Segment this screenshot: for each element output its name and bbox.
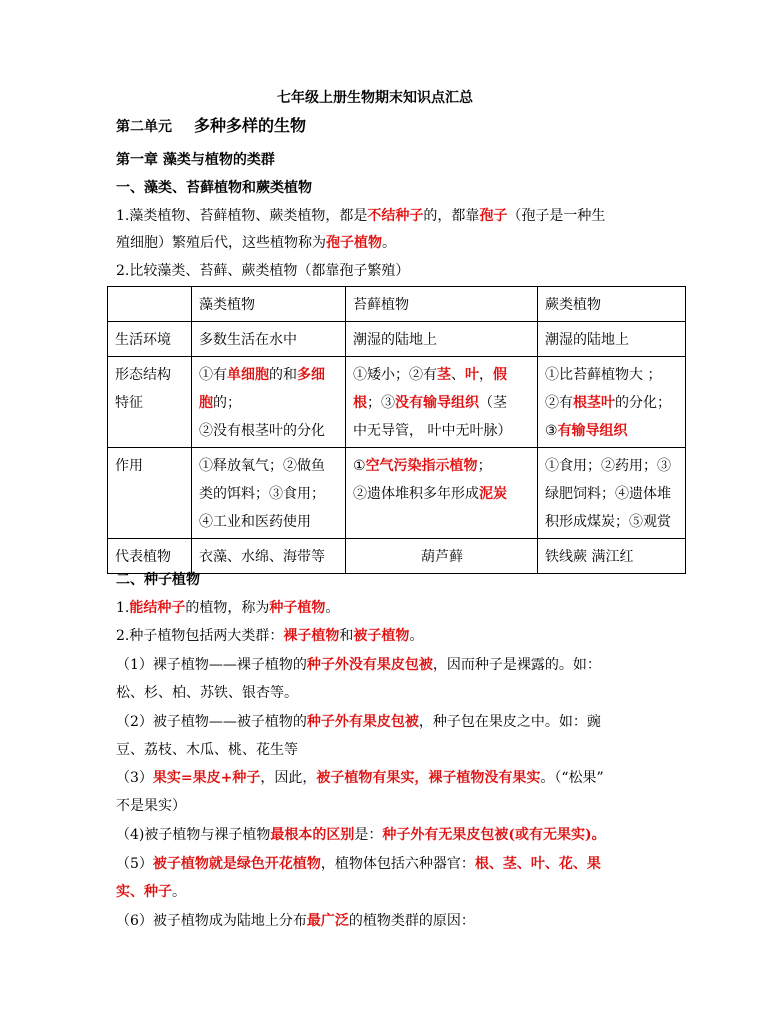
text: （茎 xyxy=(479,395,507,411)
table-cell: 葫芦藓 xyxy=(346,539,538,574)
text: 。 xyxy=(172,884,186,900)
text: 。 xyxy=(409,628,424,644)
section-heading: 一、藻类、苔藓植物和蕨类植物 xyxy=(116,180,312,196)
chapter-heading: 第一章 藻类与植物的类群 xyxy=(116,152,275,168)
highlight: 多细 xyxy=(297,367,325,383)
text: ， xyxy=(479,367,493,383)
table-row xyxy=(108,448,686,539)
unit-heading xyxy=(116,116,306,137)
highlight: 种子外没有果皮包被 xyxy=(306,657,433,673)
table-cell: 作用 xyxy=(108,448,192,539)
highlight: 裸子植物 xyxy=(283,628,340,644)
paragraph xyxy=(116,882,186,902)
paragraph xyxy=(116,598,339,618)
text: 的植物类群的原因： xyxy=(348,913,475,929)
highlight: 孢子植物 xyxy=(326,235,382,251)
text: ； xyxy=(477,458,492,474)
text: ①矮小；②有 xyxy=(353,367,437,383)
table-cell xyxy=(108,287,192,322)
text: ②遗体堆积多年形成 xyxy=(353,486,479,502)
text: 绿肥饲料；④遗体堆 xyxy=(545,486,671,502)
text: 。 xyxy=(382,235,396,251)
highlight: 被子植物就是绿色开花植物 xyxy=(152,856,321,872)
paragraph xyxy=(116,854,601,874)
table-cell: 潮湿的陆地上 xyxy=(538,322,686,357)
highlight: 单细胞 xyxy=(227,367,269,383)
paragraph xyxy=(116,655,601,675)
text: （2）被子植物——被子植物的 xyxy=(116,714,307,730)
highlight: 被子植物有果实，裸子植物没有果实 xyxy=(316,770,541,786)
highlight: 根茎叶 xyxy=(573,395,615,411)
highlight: 不结种子 xyxy=(367,208,424,224)
text: ②没有根茎叶的分化 xyxy=(199,423,325,439)
paragraph xyxy=(116,206,605,226)
text: （6）被子植物成为陆地上分布 xyxy=(116,913,307,929)
text: ①食用；②药用；③ xyxy=(545,458,671,474)
highlight: 果实=果皮+种子 xyxy=(152,770,261,786)
table-cell xyxy=(346,357,538,448)
table-cell xyxy=(192,448,346,539)
text: 类的饵料；③食用； xyxy=(199,486,325,502)
table-row xyxy=(108,322,686,357)
highlight: 根、茎、叶、花、果 xyxy=(474,856,601,872)
paragraph: 松、杉、柏、苏铁、银杏等。 xyxy=(116,685,298,701)
text: ；③ xyxy=(367,395,395,411)
text: ②有 xyxy=(545,395,573,411)
highlight: 种子外有无果皮包被(或有无果实)。 xyxy=(382,827,606,843)
text: 的分化； xyxy=(615,395,671,411)
text: ①有 xyxy=(199,367,227,383)
table-cell xyxy=(346,448,538,539)
table-header: 苔藓植物 xyxy=(346,287,538,322)
highlight: 没有输导组织 xyxy=(395,395,479,411)
table-row xyxy=(108,287,686,322)
text: 的，都靠 xyxy=(423,208,480,224)
highlight: 孢子 xyxy=(479,208,508,224)
highlight: 空气污染指示植物 xyxy=(365,458,478,474)
text: ① xyxy=(353,458,366,474)
paragraph xyxy=(116,233,396,253)
table-row xyxy=(108,539,686,574)
text: ，因而种子是裸露的。如： xyxy=(432,657,601,673)
highlight: 种子植物 xyxy=(269,600,326,616)
highlight: 有输导组织 xyxy=(557,423,628,439)
highlight: 根 xyxy=(353,395,367,411)
text: （5） xyxy=(116,856,153,872)
text: 的； xyxy=(213,395,241,411)
table-cell: 衣藻、水绵、海带等 xyxy=(192,539,346,574)
text: 殖细胞）繁殖后代，这些植物称为 xyxy=(116,235,326,251)
text: 的植物，称为 xyxy=(185,600,270,616)
highlight: 最根本的区别 xyxy=(270,827,355,843)
text: （4)被子植物与裸子植物 xyxy=(116,827,271,843)
section-heading: 二、种子植物 xyxy=(116,572,200,588)
unit-name: 多种多样的生物 xyxy=(194,116,307,135)
paragraph xyxy=(116,626,423,646)
table-cell: 代表植物 xyxy=(108,539,192,574)
text: ，植物体包括六种器官： xyxy=(320,856,475,872)
highlight: 种子外有果皮包被 xyxy=(306,714,419,730)
paragraph: 不是果实） xyxy=(116,798,186,814)
text: 1. xyxy=(116,600,130,616)
text: ④工业和医药使用 xyxy=(199,514,311,530)
text: ，因此， xyxy=(260,770,317,786)
text: （3） xyxy=(116,770,153,786)
text: 、 xyxy=(451,367,465,383)
highlight: 实、种子 xyxy=(116,884,172,900)
text: 形态结构 xyxy=(115,367,171,383)
highlight: 泥炭 xyxy=(479,486,507,502)
text: 特征 xyxy=(115,395,143,411)
table-cell xyxy=(538,357,686,448)
table-cell xyxy=(192,357,346,448)
text: ①比苔藓植物大 ； xyxy=(545,367,662,383)
highlight: 茎 xyxy=(437,367,451,383)
text: ③ xyxy=(545,423,558,439)
text: 。（“松果” xyxy=(540,770,604,786)
highlight: 能结种子 xyxy=(129,600,186,616)
text: 中无导管， 叶中无叶脉） xyxy=(353,423,512,439)
text: 积形成煤炭；⑤观赏 xyxy=(545,514,671,530)
table-row xyxy=(108,357,686,448)
table-header: 藻类植物 xyxy=(192,287,346,322)
table-cell: 多数生活在水中 xyxy=(192,322,346,357)
highlight: 胞 xyxy=(199,395,213,411)
text: 1.藻类植物、苔藓植物、蕨类植物，都是 xyxy=(116,208,368,224)
paragraph: 2.比较藻类、苔藓、蕨类植物（都靠孢子繁殖） xyxy=(116,263,410,279)
paragraph: 豆、荔枝、木瓜、桃、花生等 xyxy=(116,742,298,758)
text: 是： xyxy=(354,827,383,843)
text: 。 xyxy=(325,600,340,616)
highlight: 最广泛 xyxy=(306,913,349,929)
table-cell: 潮湿的陆地上 xyxy=(346,322,538,357)
highlight: 叶 xyxy=(465,367,479,383)
table-cell: 生活环境 xyxy=(108,322,192,357)
table-cell: 铁线蕨 满江红 xyxy=(538,539,686,574)
unit-label: 第二单元 xyxy=(116,119,172,135)
text: ①释放氧气；②做鱼 xyxy=(199,458,325,474)
table-header: 蕨类植物 xyxy=(538,287,686,322)
paragraph xyxy=(116,911,475,931)
paragraph xyxy=(116,825,606,845)
comparison-table xyxy=(107,286,686,574)
table-cell xyxy=(538,448,686,539)
text: （1）裸子植物——裸子植物的 xyxy=(116,657,307,673)
highlight: 被子植物 xyxy=(353,628,410,644)
page-title: 七年级上册生物期末知识点汇总 xyxy=(277,90,473,106)
text: ，种子包在果皮之中。如：豌 xyxy=(418,714,601,730)
text: 和 xyxy=(339,628,354,644)
paragraph xyxy=(116,712,601,732)
text: 2.种子植物包括两大类群： xyxy=(116,628,284,644)
text: （孢子是一种生 xyxy=(507,208,606,224)
highlight: 假 xyxy=(493,367,507,383)
table-cell xyxy=(108,357,192,448)
text: 的和 xyxy=(269,367,297,383)
paragraph xyxy=(116,768,604,788)
